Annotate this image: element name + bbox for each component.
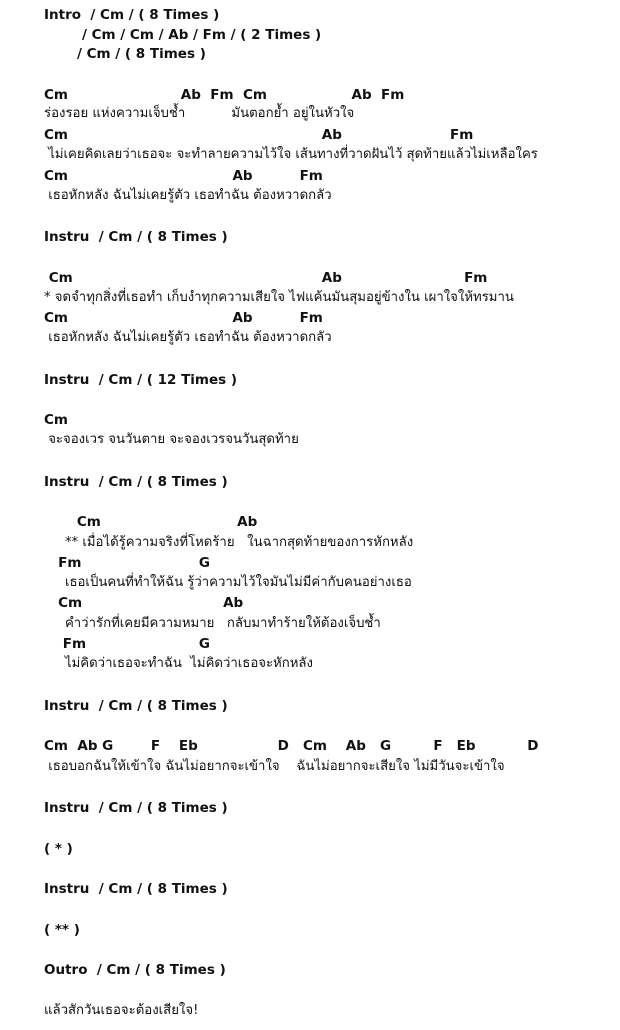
lyric-line: เธอหักหลัง ฉันไม่เคยรู้ตัว เธอทำฉัน ต้องหวาดกลัว [44,188,332,203]
chord-line: Cm Ab [44,595,244,611]
lyric-line: จะจองเวร จนวันตาย จะจองเวรจนวันสุดท้าย [44,432,299,447]
lyric-line-star: * จดจำทุกสิ่งที่เธอทำ เก็บงำทุกความเสียใจ ไฟแค้นมันสุมอยู่ข้างใน เผาใจให้ทรมาน [44,290,514,305]
chord-line: Cm Ab Fm Cm Ab Fm [44,87,405,103]
lyric-line: เธอหักหลัง ฉันไม่เคยรู้ตัว เธอทำฉัน ต้องหวาดกลัว [44,330,332,345]
instrumental-line: Instru / Cm / ( 12 Times ) [44,372,238,388]
chord-line: Fm G [44,555,210,571]
instrumental-line: Instru / Cm / ( 8 Times ) [44,474,228,490]
lyric-line: เธอเป็นคนที่ทำให้ฉัน รู้ว่าความไว้ใจมันไม่มีค่ากับคนอย่างเธอ [44,575,412,590]
chord-line: Fm G [44,636,210,652]
instrumental-line: Instru / Cm / ( 8 Times ) [44,800,228,816]
lyric-line: ไม่เคยคิดเลยว่าเธอจะ จะทำลายความไว้ใจ เส้นทางที่วาดฝันไว้ สุดท้ายแล้วไม่เหลือใคร [44,147,538,162]
outro-line: Outro / Cm / ( 8 Times ) [44,962,226,978]
repeat-star-marker: ( * ) [44,841,73,857]
instrumental-line: Instru / Cm / ( 8 Times ) [44,229,228,245]
lyric-line: คำว่ารักที่เคยมีความหมาย กลับมาทำร้ายให้ต้องเจ็บช้ำ [44,616,381,631]
lyric-line: ไม่คิดว่าเธอจะทำฉัน ไม่คิดว่าเธอจะหักหลัง [44,656,313,671]
lyric-line-double-star: ** เมื่อได้รู้ความจริงที่โหดร้าย ในฉากสุดท้ายของการหักหลัง [44,535,414,550]
chord-line: Cm Ab Fm [44,127,474,143]
chord-line: Cm Ab G F Eb D Cm Ab G F Eb D [44,738,539,754]
lyric-line: ร่องรอย แห่งความเจ็บช้ำ มันตอกย้ำ อยู่ในหัวใจ [44,106,355,121]
chord-line: Cm Ab [44,514,258,530]
lyric-line: เธอบอกฉันให้เข้าใจ ฉันไม่อยากจะเข้าใจ ฉันไม่อยากจะเสียใจ ไม่มีวันจะเข้าใจ [44,759,505,774]
instrumental-line: Instru / Cm / ( 8 Times ) [44,881,228,897]
final-lyric-line: แล้วสักวันเธอจะต้องเสียใจ! [44,1003,199,1018]
chord-line: Cm Ab Fm [44,310,323,326]
chord-line: Cm Ab Fm [44,168,323,184]
intro-repeat-line: / Cm / ( 8 Times ) [77,46,206,62]
chord-line: Cm [44,412,68,428]
repeat-double-star-marker: ( ** ) [44,922,80,938]
intro-line: Intro / Cm / ( 8 Times ) [44,7,220,23]
instrumental-line: Instru / Cm / ( 8 Times ) [44,698,228,714]
intro-pattern-line: / Cm / Cm / Ab / Fm / ( 2 Times ) [82,27,322,43]
chord-line: Cm Ab Fm [44,270,488,286]
